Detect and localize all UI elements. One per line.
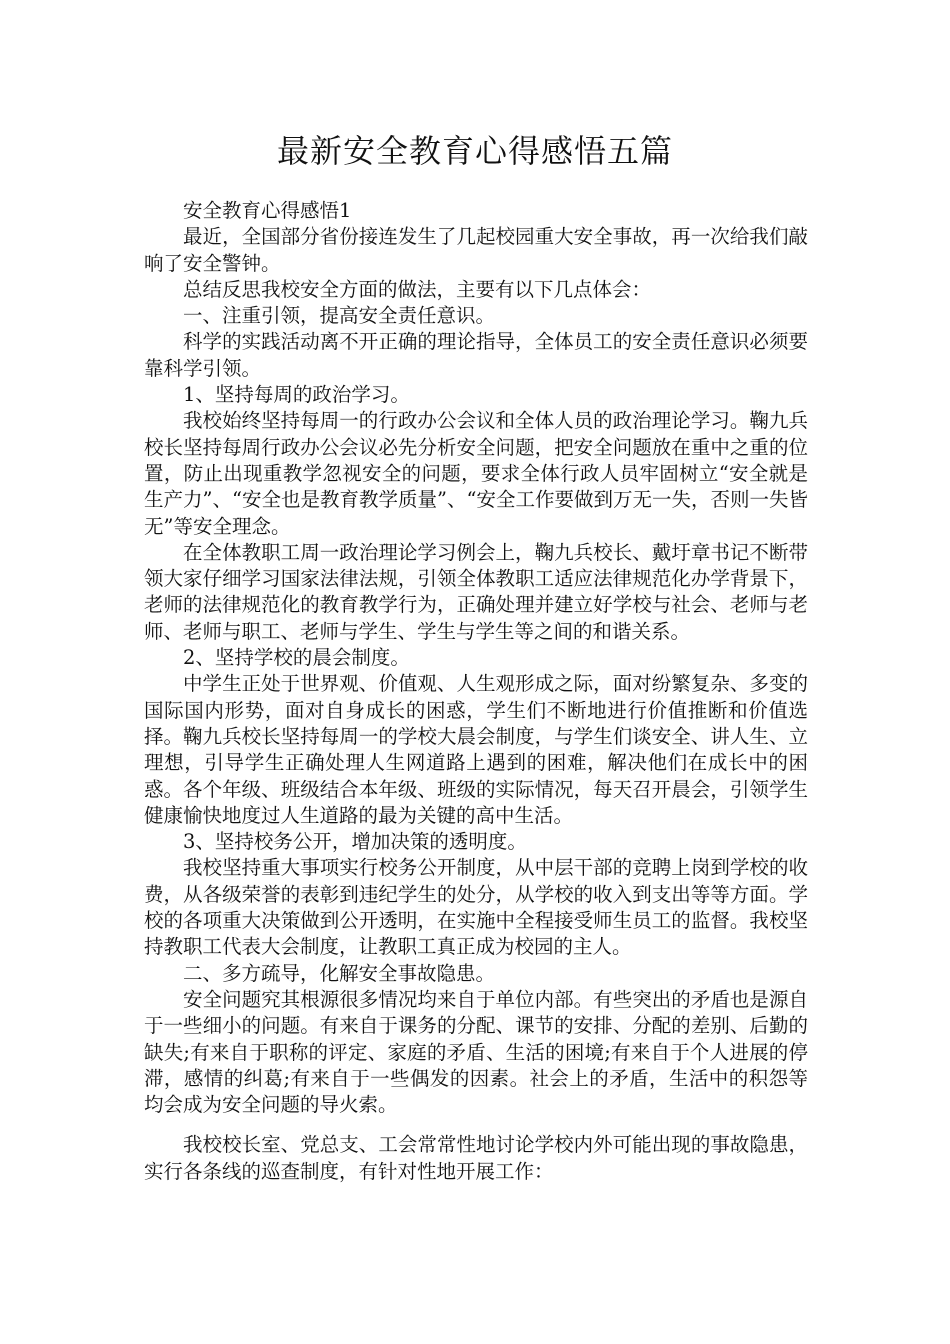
paragraph: 1、坚持每周的政治学习。 xyxy=(183,383,410,407)
paragraph: 安全教育心得感悟1 xyxy=(183,199,352,222)
paragraph: 科学的实践活动离不开正确的理论指导，全体员工的安全责任意识必须要靠科学引领。 xyxy=(144,330,808,380)
paragraph: 我校校长室、党总支、工会常常性地讨论学校内外可能出现的事故隐患，实行各条线的巡查制度，有针对性地开展工作： xyxy=(144,1133,808,1183)
paragraph: 一、注重引领，提高安全责任意识。 xyxy=(183,304,496,328)
paragraph: 我校始终坚持每周一的行政办公会议和全体人员的政治理论学习。鞠九兵校长坚持每周行政办公会议必先分析安全问题，把安全问题放在重中之重的位置，防止出现重教学忽视安全的问题，要求全体行政人员牢固树立“安全就是生产力”、“安全也是教育教学质量”、“安全工作要做到万无一失，否则一失皆无”等安全理念。 xyxy=(144,409,808,538)
document-title: 最新安全教育心得感悟五篇 xyxy=(276,132,673,170)
document-body xyxy=(144,198,808,1185)
paragraph: 3、坚持校务公开，增加决策的透明度。 xyxy=(183,830,527,854)
paragraph: 二、多方疏导，化解安全事故隐患。 xyxy=(183,961,496,985)
paragraph: 2、坚持学校的晨会制度。 xyxy=(183,646,410,670)
paragraph: 最近，全国部分省份接连发生了几起校园重大安全事故，再一次给我们敲响了安全警钟。 xyxy=(144,225,808,275)
paragraph: 我校坚持重大事项实行校务公开制度，从中层干部的竞聘上岗到学校的收费，从各级荣誉的表彰到违纪学生的处分，从学校的收入到支出等等方面。学校的各项重大决策做到公开透明，在实施中全程接受师生员工的监督。我校坚持教职工代表大会制度，让教职工真正成为校园的主人。 xyxy=(144,856,808,959)
paragraph: 安全问题究其根源很多情况均来自于单位内部。有些突出的矛盾也是源自于一些细小的问题。有来自于课务的分配、课节的安排、分配的差别、后勤的缺失;有来自于职称的评定、家庭的矛盾、生活的困境;有来自于个人进展的停滞，感情的纠葛;有来自于一些偶发的因素。社会上的矛盾，生活中的积怨等均会成为安全问题的导火索。 xyxy=(144,987,808,1117)
paragraph: 中学生正处于世界观、价值观、人生观形成之际，面对纷繁复杂、多变的国际国内形势，面对自身成长的困惑，学生们不断地进行价值推断和价值选择。鞠九兵校长坚持每周一的学校大晨会制度，与学生们谈安全、讲人生、立理想，引导学生正确处理人生网道路上遇到的困难，解决他们在成长中的困惑。各个年级、班级结合本年级、班级的实际情况，每天召开晨会，引领学生健康愉快地度过人生道路的最为关键的高中生活。 xyxy=(144,672,808,827)
paragraph: 在全体教职工周一政治理论学习例会上，鞠九兵校长、戴圩章书记不断带领大家仔细学习国家法律法规，引领全体教职工适应法律规范化办学背景下，老师的法律规范化的教育教学行为，正确处理并建立好学校与社会、老师与老师、老师与职工、老师与学生、学生与学生等之间的和谐关系。 xyxy=(144,540,808,643)
paragraph: 总结反思我校安全方面的做法，主要有以下几点体会： xyxy=(183,277,652,301)
